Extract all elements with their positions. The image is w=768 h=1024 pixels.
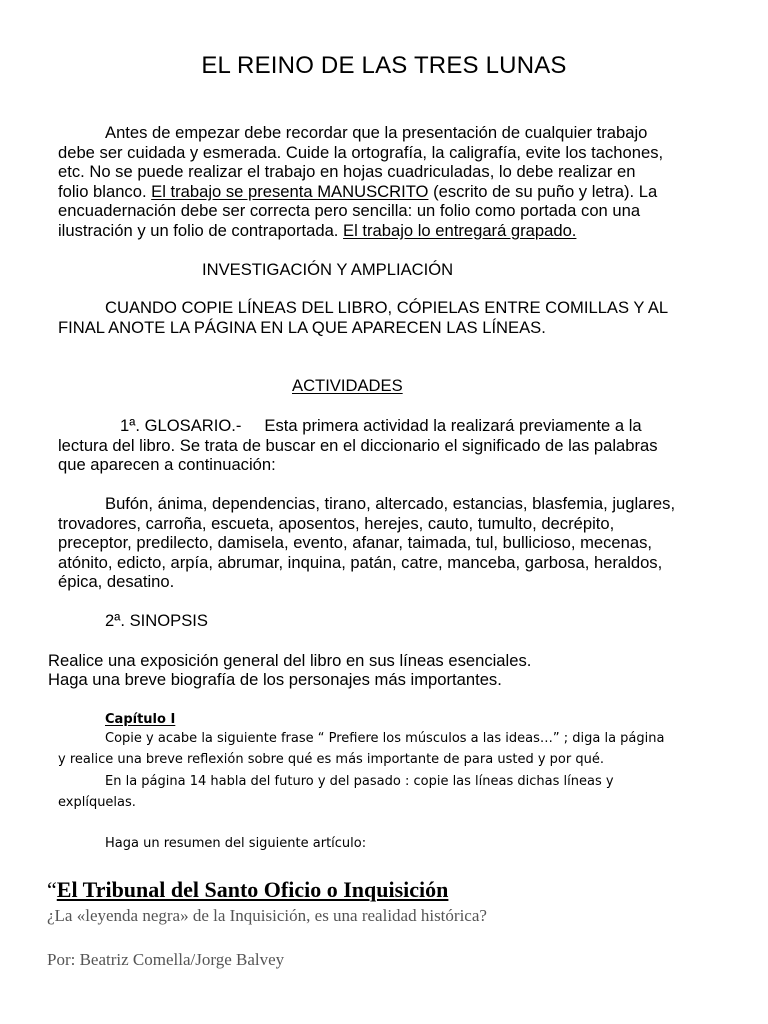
intro-line-4 xyxy=(58,182,738,202)
copy-note xyxy=(58,298,738,337)
intro-line-6 xyxy=(58,221,738,241)
word-list-line-2: trovadores, carroña, escueta, aposentos, herejes, cauto, tumulto, decrépito, xyxy=(58,513,615,533)
intro-line-4-start: folio blanco. xyxy=(58,181,152,201)
article-author: Por: Beatriz Comella/Jorge Balvey xyxy=(47,950,285,969)
word-list-line-4: atónito, edicto, arpía, abrumar, inquina, patán, catre, manceba, garbosa, heraldos, xyxy=(58,552,663,572)
grapado-notice: El trabajo lo entregará grapado. xyxy=(343,220,577,240)
capitulo-line-4: explíquelas. xyxy=(58,795,136,810)
glosario-line-3: que aparecen a continuación: xyxy=(58,455,276,474)
manuscrito-notice: El trabajo se presenta MANUSCRITO xyxy=(151,181,429,201)
article-open-quote: “ xyxy=(47,877,57,902)
sinopsis-line-2: Haga una breve biografía de los personajes más importantes. xyxy=(48,670,502,689)
word-list xyxy=(58,494,738,592)
article-title-row xyxy=(47,877,448,903)
glosario-line-1-text: Esta primera actividad la realizará previamente a la xyxy=(264,416,642,435)
word-list-line-3: preceptor, predilecto, damisela, evento, afanar, taimada, tul, bullicioso, mecenas, xyxy=(58,533,653,552)
intro-paragraph xyxy=(58,123,738,240)
document-title: EL REINO DE LAS TRES LUNAS xyxy=(201,52,567,79)
glosario-line-2: lectura del libro. Se trata de buscar en el diccionario el significado de las palabras xyxy=(58,435,658,455)
word-list-line-5: épica, desatino. xyxy=(58,572,175,591)
sinopsis-label: 2ª. SINOPSIS xyxy=(105,611,208,630)
intro-line-3: etc. No se puede realizar el trabajo en hojas cuadriculadas, lo debe realizar en xyxy=(58,162,636,181)
article-title[interactable]: El Tribunal del Santo Oficio o Inquisición xyxy=(56,877,449,902)
actividades-heading xyxy=(292,376,403,396)
sinopsis-line-1: Realice una exposición general del libro en sus líneas esenciales. xyxy=(48,651,532,670)
capitulo-line-1: Copie y acabe la siguiente frase “ Prefiere los músculos a las ideas…” ; diga la página xyxy=(105,731,665,746)
glosario-line-1 xyxy=(58,416,738,436)
investigacion-heading: INVESTIGACIÓN Y AMPLIACIÓN xyxy=(202,260,454,279)
actividades-heading-text: ACTIVIDADES xyxy=(292,376,403,395)
intro-line-2: debe ser cuidada y esmerada. Cuide la ortografía, la caligrafía, evite los tachones, xyxy=(58,142,664,162)
intro-line-1: Antes de empezar debe recordar que la presentación de cualquier trabajo xyxy=(105,123,648,142)
copy-note-line-1: CUANDO COPIE LÍNEAS DEL LIBRO, CÓPIELAS ENTRE COMILLAS Y AL xyxy=(105,298,669,317)
intro-line-6-start: ilustración y un folio de contraportada. xyxy=(58,220,344,240)
capitulo-line-3: En la página 14 habla del futuro y del pasado : copie las líneas dichas líneas y xyxy=(105,774,614,789)
word-list-line-1: Bufón, ánima, dependencias, tirano, altercado, estancias, blasfemia, juglares, xyxy=(105,494,676,513)
intro-line-4-end: (escrito de su puño y letra). La xyxy=(428,181,658,201)
glosario-label: 1ª. GLOSARIO.- xyxy=(120,416,242,435)
copy-note-line-2: FINAL ANOTE LA PÁGINA EN LA QUE APARECEN LAS LÍNEAS. xyxy=(58,317,546,337)
intro-line-5: encuadernación debe ser correcta pero sencilla: un folio como portada con una xyxy=(58,201,641,220)
capitulo-heading-text: Capítulo I xyxy=(105,712,176,727)
article-subtitle: ¿La «leyenda negra» de la Inquisición, es una realidad histórica? xyxy=(47,906,487,925)
glosario-section xyxy=(58,416,738,475)
capitulo-line-5: Haga un resumen del siguiente artículo: xyxy=(105,836,367,851)
capitulo-line-2: y realice una breve reflexión sobre qué es más importante de para usted y por qué. xyxy=(58,752,604,767)
